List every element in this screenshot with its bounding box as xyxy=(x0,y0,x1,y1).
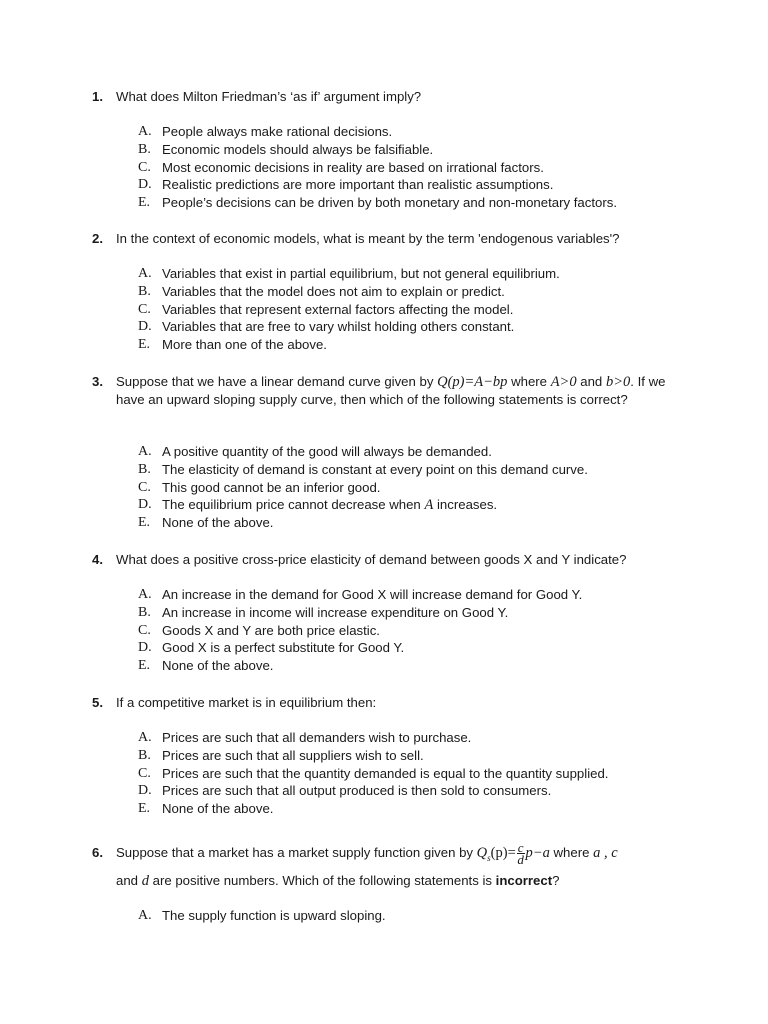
supply-subscript: s xyxy=(487,852,491,863)
option-b xyxy=(138,283,678,301)
inequality-b: b>0 xyxy=(605,374,631,390)
option-b xyxy=(138,141,678,159)
inequality-a: A>0 xyxy=(550,374,577,390)
option-letter: D. xyxy=(138,783,152,799)
option-letter: B. xyxy=(138,747,151,763)
option-list xyxy=(138,729,678,818)
question-text: In the context of economic models, what is meant by the term 'endogenous variables'? xyxy=(116,231,620,246)
option-letter: C. xyxy=(138,159,151,175)
option-text: None of the above. xyxy=(162,658,274,674)
option-text: Prices are such that the quantity demanded is equal to the quantity supplied. xyxy=(162,765,609,781)
supply-arg: (p)= xyxy=(490,845,516,861)
option-letter: A. xyxy=(138,444,152,459)
question-stem-line-2 xyxy=(92,872,682,890)
option-e xyxy=(138,514,678,532)
option-text: Prices are such that all demanders wish to purchase. xyxy=(162,730,472,745)
question-stem xyxy=(92,230,682,248)
question-stem xyxy=(92,838,682,868)
option-list xyxy=(138,907,678,925)
option-text: Variables that represent external factors affecting the model. xyxy=(162,301,514,317)
option-text: An increase in income will increase expenditure on Good Y. xyxy=(162,604,509,620)
option-letter: C. xyxy=(138,301,151,317)
option-letter: A. xyxy=(138,908,152,923)
option-text: Variables that are free to vary whilst holding others constant. xyxy=(162,319,515,335)
option-text: An increase in the demand for Good X will increase demand for Good Y. xyxy=(162,587,583,602)
question-text-part: Suppose that a market has a market supply function given by xyxy=(116,845,473,860)
option-a xyxy=(138,265,678,283)
math-d: d xyxy=(141,873,149,889)
option-list xyxy=(138,586,678,675)
supply-tail: p−a xyxy=(525,845,550,861)
question-text-part: ? xyxy=(552,873,560,888)
option-b xyxy=(138,747,678,765)
question-text-part: Suppose that we have a linear demand curve given by xyxy=(116,374,434,389)
question-text-part: and xyxy=(580,374,603,389)
option-text xyxy=(162,496,497,515)
question-text: What does Milton Friedman’s ‘as if’ argument imply? xyxy=(116,89,422,104)
option-letter: D. xyxy=(138,497,152,513)
question-text-part: are positive numbers. Which of the following statements is xyxy=(152,873,492,888)
option-c xyxy=(138,301,678,319)
question-stem xyxy=(92,88,682,106)
question-number: 5. xyxy=(92,695,103,710)
option-letter: A. xyxy=(138,266,152,281)
option-letter: B. xyxy=(138,141,151,157)
option-a xyxy=(138,907,678,925)
option-text: None of the above. xyxy=(162,515,274,531)
option-c xyxy=(138,159,678,177)
question-stem xyxy=(92,551,682,569)
demand-equation: Q(p)=A−bp xyxy=(437,374,508,390)
option-a xyxy=(138,123,678,141)
question-4 xyxy=(92,551,682,674)
option-math: A xyxy=(424,497,434,514)
option-text: More than one of the above. xyxy=(162,337,327,353)
question-number: 3. xyxy=(92,374,103,389)
question-text-line-2 xyxy=(116,872,682,890)
option-d xyxy=(138,318,678,336)
option-letter: B. xyxy=(138,283,151,299)
supply-q: Q xyxy=(476,845,488,861)
question-number: 2. xyxy=(92,231,103,246)
option-c xyxy=(138,479,678,497)
option-text: A positive quantity of the good will always be demanded. xyxy=(162,444,492,459)
math-vars: a , c xyxy=(593,845,618,861)
option-text: Prices are such that all suppliers wish to sell. xyxy=(162,747,424,763)
question-text xyxy=(116,373,682,409)
option-text: Variables that exist in partial equilibrium, but not general equilibrium. xyxy=(162,266,560,281)
option-c xyxy=(138,622,678,640)
option-letter: A. xyxy=(138,124,152,139)
option-text-part: The equilibrium price cannot decrease when xyxy=(162,497,421,513)
question-number: 4. xyxy=(92,552,103,567)
option-text: None of the above. xyxy=(162,801,274,817)
question-text-part: where xyxy=(511,374,548,389)
question-1 xyxy=(92,88,682,211)
option-text: This good cannot be an inferior good. xyxy=(162,479,381,495)
option-a xyxy=(138,729,678,747)
option-a xyxy=(138,586,678,604)
supply-function xyxy=(476,840,550,868)
fraction-numerator: c xyxy=(517,840,524,856)
question-text: If a competitive market is in equilibrium then: xyxy=(116,695,377,710)
option-e xyxy=(138,194,678,212)
option-list xyxy=(138,123,678,212)
option-letter: A. xyxy=(138,730,152,745)
question-6 xyxy=(92,838,682,923)
option-letter: B. xyxy=(138,604,151,620)
option-text: Good X is a perfect substitute for Good Y. xyxy=(162,640,405,656)
option-letter: C. xyxy=(138,622,151,638)
option-letter: E. xyxy=(138,658,151,674)
option-d xyxy=(138,496,678,514)
question-number: 6. xyxy=(92,845,103,860)
option-e xyxy=(138,800,678,818)
option-text: Prices are such that all output produced is then sold to consumers. xyxy=(162,783,552,799)
option-letter: C. xyxy=(138,479,151,495)
question-stem xyxy=(92,373,682,409)
option-text: The supply function is upward sloping. xyxy=(162,908,386,923)
option-text-part: increases. xyxy=(436,497,498,513)
question-3 xyxy=(92,373,682,531)
option-text: People always make rational decisions. xyxy=(162,124,393,139)
option-letter: D. xyxy=(138,177,152,193)
option-text: Variables that the model does not aim to explain or predict. xyxy=(162,283,505,299)
option-text: People’s decisions can be driven by both monetary and non-monetary factors. xyxy=(162,195,617,211)
option-text: Realistic predictions are more important than realistic assumptions. xyxy=(162,177,554,193)
emphasis-word: incorrect xyxy=(495,873,553,888)
option-b xyxy=(138,604,678,622)
option-letter: D. xyxy=(138,640,152,656)
question-text-line-1 xyxy=(116,838,682,873)
option-letter: E. xyxy=(138,801,151,817)
fraction xyxy=(517,840,525,868)
option-e xyxy=(138,336,678,354)
question-text-part: where xyxy=(553,845,590,860)
option-text: Most economic decisions in reality are based on irrational factors. xyxy=(162,159,544,175)
option-letter: E. xyxy=(138,515,151,531)
option-text: The elasticity of demand is constant at every point on this demand curve. xyxy=(162,461,588,477)
question-stem xyxy=(92,694,682,712)
option-text: Economic models should always be falsifiable. xyxy=(162,141,434,157)
question-5 xyxy=(92,694,682,817)
question-text: What does a positive cross-price elasticity of demand between goods X and Y indicate? xyxy=(116,552,627,567)
option-letter: D. xyxy=(138,319,152,335)
option-letter: A. xyxy=(138,587,152,602)
option-letter: C. xyxy=(138,765,151,781)
option-list xyxy=(138,265,678,354)
option-c xyxy=(138,765,678,783)
fraction-denominator: d xyxy=(517,852,524,868)
option-letter: E. xyxy=(138,337,151,353)
option-d xyxy=(138,782,678,800)
option-text: Goods X and Y are both price elastic. xyxy=(162,622,380,638)
option-letter: E. xyxy=(138,195,151,211)
option-letter: B. xyxy=(138,461,151,477)
option-d xyxy=(138,176,678,194)
option-list xyxy=(138,443,678,532)
question-2 xyxy=(92,230,682,353)
question-text-part: . If we have an upward sloping supply curve, then which of the following statements is correct? xyxy=(116,374,666,407)
option-d xyxy=(138,639,678,657)
question-number: 1. xyxy=(92,89,103,104)
option-e xyxy=(138,657,678,675)
question-text-part: and xyxy=(116,873,139,888)
option-a xyxy=(138,443,678,461)
option-b xyxy=(138,461,678,479)
